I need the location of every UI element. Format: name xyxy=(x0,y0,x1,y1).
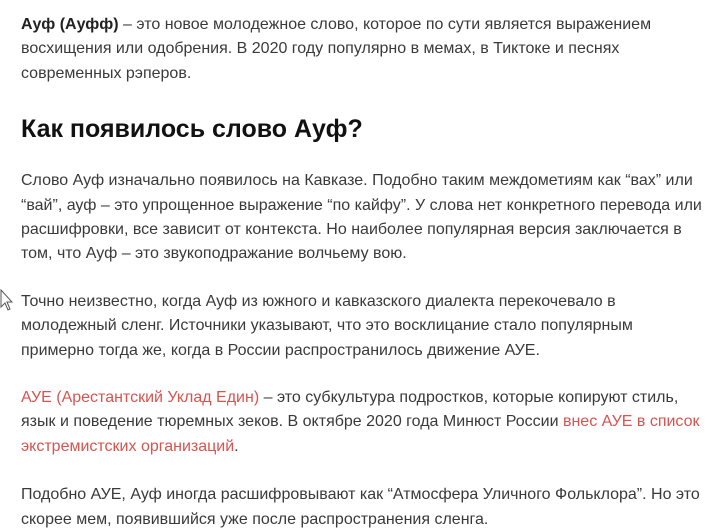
origin-paragraph: Слово Ауф изначально появилось на Кавказе. Подобно таким междометиям как “вах” или “вай”, ауф – это упрощенное выражение “по кайфу”. У слова нет конкретного перевода или расшифровки, все зависит от контекста. Но наиболее популярная версия заключается в том, что Ауф – это звукоподражание волчьему вою. xyxy=(21,172,702,263)
ministry-link[interactable]: внес АУЕ в список экстремистских организаций xyxy=(21,413,700,455)
intro-paragraph xyxy=(21,13,703,86)
aue-paragraph xyxy=(21,386,703,459)
section-heading: Как появилось слово Ауф? xyxy=(21,115,363,144)
aue-text-2: . xyxy=(234,437,239,455)
aue-link[interactable]: АУЕ (Арестантский Уклад Един) xyxy=(21,389,260,407)
slang-paragraph: Точно неизвестно, когда Ауф из южного и кавказского диалекта перекочевало в молодежный сленг. Источники указывают, что это восклицание стало популярным примерно тогда же, когда в России распространилось движение АУЕ. xyxy=(21,292,633,359)
article-body xyxy=(21,13,703,532)
text-cursor-icon xyxy=(0,289,14,311)
aue-text-1: – это субкультура подростков, которые копируют стиль, язык и поведение тюремных зеков. В октябре 2020 года Минюст России xyxy=(21,389,679,431)
intro-text: – это новое молодежное слово, которое по сути является выражением восхищения или одобрения. В 2020 году популярно в мемах, в Тиктоке и песнях современных рэперов. xyxy=(21,16,652,82)
meme-paragraph: Подобно АУЕ, Ауф иногда расшифровывают как “Атмосфера Уличного Фольклора”. Но это скорее мем, появившийся уже после распространения сленга. xyxy=(21,486,700,528)
term-bold: Ауф (Ауфф) xyxy=(21,16,119,33)
